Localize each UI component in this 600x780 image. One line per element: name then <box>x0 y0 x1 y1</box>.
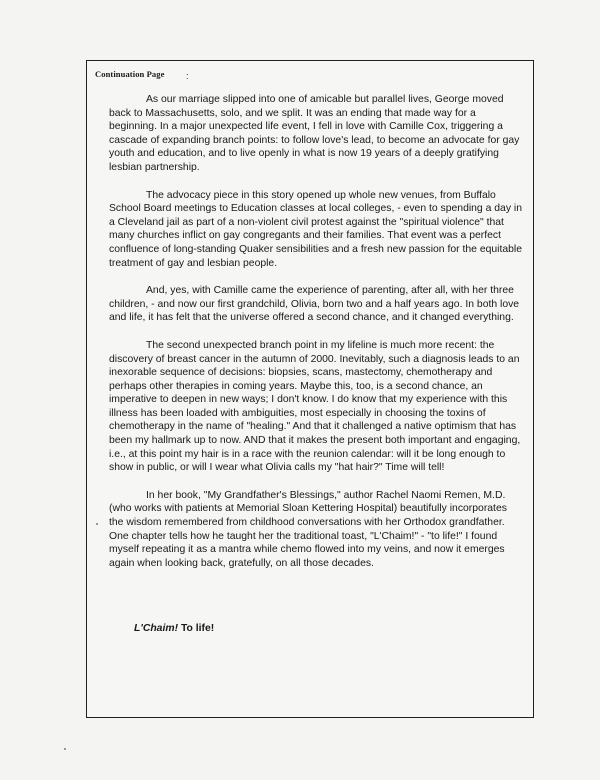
paragraph-3: And, yes, with Camille came the experience of parenting, after all, with her three children, - and now our first grandchild, Olivia, born two and a half years ago. In both love and life, it has felt that the universe offered a second chance, and it changed everything. <box>109 285 520 324</box>
scan-speck <box>96 523 98 525</box>
page-frame <box>86 60 534 718</box>
paragraph-4: The second unexpected branch point in my lifeline is much more recent: the discovery of breast cancer in the autumn of 2000. Inevitably, such a diagnosis leads to an inexorable sequence of decisions: biopsies, scans, mastectomy, chemotherapy and perhaps other therapies in coming years. Maybe this, too, is a second chance, an imperative to deepen in new ways; I don't know. I do know that my experience with this illness has been loaded with ambiguities, most especially in choosing the toxins of chemotherapy in the name of "healing." And that it challenged a native optimism that has been my hallmark up to now. AND that it makes the present both important and engaging, i.e., at this point my hair is in a race with the reunion calendar: will it be long enough to show in public, or will I wear what Olivia calls my "hat hair?" Time will tell! <box>109 339 521 474</box>
page-header: Continuation Page <box>95 69 165 79</box>
paragraph-1: As our marriage slipped into one of amicable but parallel lives, George moved back to Massachusetts, solo, and we split. It was an ending that made way for a beginning. In a major unexpected life event, I fell in love with Camille Cox, triggering a cascade of expanding branch points: to follow love's lead, to become an advocate for gay youth and education, and to live openly in what is now 19 years of a deeply gratifying lesbian partnership. <box>109 94 520 173</box>
scan-mark: : <box>186 71 189 81</box>
closing-toast: L'Chaim! <box>134 623 179 634</box>
closing-translation: To life! <box>180 623 215 634</box>
paragraph-2: The advocacy piece in this story opened up whole new venues, from Buffalo School Board meetings to Education classes at local colleges, - even to spending a day in a Cleveland jail as part of a non-violent civil protest against the "spiritual violence" that many churches inflict on gay congregants and their families. That event was a perfect confluence of long-standing Quaker sensibilities and a fresh new passion for the equitable treatment of gay and lesbian people. <box>109 189 522 269</box>
letter-body <box>109 93 522 584</box>
paragraph-5: In her book, "My Grandfather's Blessings," author Rachel Naomi Remen, M.D. (who works with patients at Memorial Sloan Kettering Hospital) beautifully incorporates the wisdom remembered from childhood conversations with her Orthodox grandfather. One chapter tells how he taught her the traditional toast, "L'Chaim!" - "to life!" I found myself repeating it as a mantra while chemo flowed into my veins, and now it emerges again when looking back, gratefully, on all those decades. <box>109 489 507 569</box>
closing-line <box>134 623 214 634</box>
scan-speck <box>64 748 66 750</box>
